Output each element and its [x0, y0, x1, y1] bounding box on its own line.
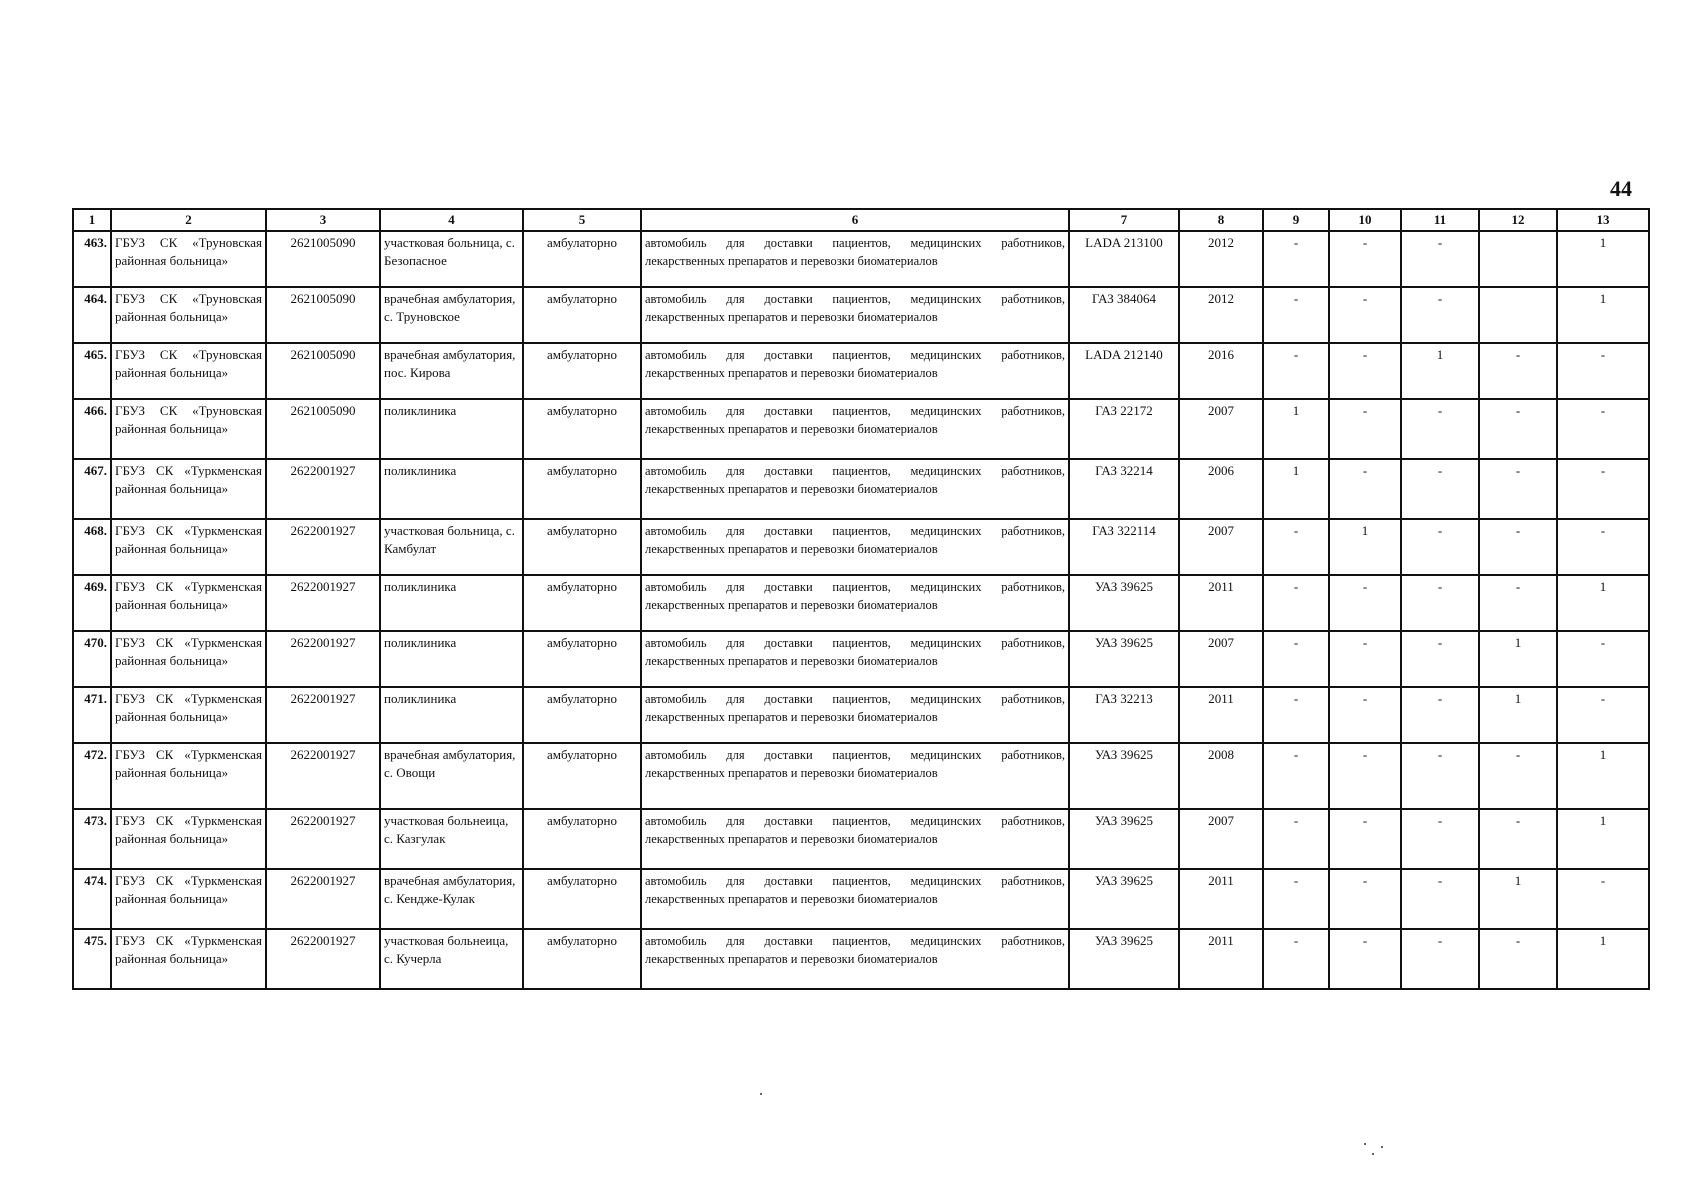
count-cell-11: - — [1401, 399, 1479, 459]
count-cell-11: - — [1401, 575, 1479, 631]
organization-cell: ГБУЗ СК «Туркменская районная больница» — [111, 459, 266, 519]
row-number: 465. — [73, 343, 111, 399]
care-mode-cell: амбулаторно — [523, 231, 641, 287]
count-cell-10: - — [1329, 687, 1401, 743]
count-cell-12: - — [1479, 929, 1557, 989]
organization-cell: ГБУЗ СК «Туркменская районная больница» — [111, 743, 266, 809]
count-cell-10: - — [1329, 459, 1401, 519]
vehicle-purpose-cell: автомобиль для доставки пациентов, медицинских работников, лекарственных препаратов и перевозки биоматериалов — [641, 575, 1069, 631]
row-number: 472. — [73, 743, 111, 809]
count-cell-9: 1 — [1263, 399, 1329, 459]
table-row — [73, 231, 1649, 287]
vehicle-model-cell: ГАЗ 32213 — [1069, 687, 1179, 743]
care-mode-cell: амбулаторно — [523, 743, 641, 809]
organization-cell: ГБУЗ СК «Труновская районная больница» — [111, 399, 266, 459]
care-mode-cell: амбулаторно — [523, 929, 641, 989]
inn-cell: 2621005090 — [266, 399, 380, 459]
row-number: 464. — [73, 287, 111, 343]
column-header: 7 — [1069, 209, 1179, 231]
facility-cell: участковая больнеица, с. Казгулак — [380, 809, 523, 869]
organization-cell: ГБУЗ СК «Туркменская районная больница» — [111, 631, 266, 687]
vehicle-purpose-cell: автомобиль для доставки пациентов, медицинских работников, лекарственных препаратов и перевозки биоматериалов — [641, 929, 1069, 989]
column-header: 10 — [1329, 209, 1401, 231]
table-row — [73, 631, 1649, 687]
inn-cell: 2622001927 — [266, 929, 380, 989]
facility-cell: поликлиника — [380, 631, 523, 687]
vehicle-model-cell: LADA 213100 — [1069, 231, 1179, 287]
inn-cell: 2622001927 — [266, 743, 380, 809]
organization-cell: ГБУЗ СК «Труновская районная больница» — [111, 231, 266, 287]
organization-cell: ГБУЗ СК «Туркменская районная больница» — [111, 929, 266, 989]
table-row — [73, 869, 1649, 929]
care-mode-cell: амбулаторно — [523, 343, 641, 399]
column-header: 12 — [1479, 209, 1557, 231]
inn-cell: 2622001927 — [266, 459, 380, 519]
vehicle-model-cell: УАЗ 39625 — [1069, 869, 1179, 929]
count-cell-9: - — [1263, 631, 1329, 687]
count-cell-9: - — [1263, 809, 1329, 869]
inn-cell: 2622001927 — [266, 519, 380, 575]
count-cell-12 — [1479, 231, 1557, 287]
vehicle-year-cell: 2006 — [1179, 459, 1263, 519]
page-number: 44 — [1610, 176, 1632, 201]
facility-cell: участковая больница, с. Камбулат — [380, 519, 523, 575]
count-cell-9: 1 — [1263, 459, 1329, 519]
count-cell-12: 1 — [1479, 687, 1557, 743]
count-cell-9: - — [1263, 869, 1329, 929]
facility-cell: врачебная амбулатория, с. Труновское — [380, 287, 523, 343]
count-cell-13: 1 — [1557, 809, 1649, 869]
vehicle-year-cell: 2008 — [1179, 743, 1263, 809]
count-cell-10: - — [1329, 869, 1401, 929]
vehicle-year-cell: 2012 — [1179, 287, 1263, 343]
row-number: 463. — [73, 231, 111, 287]
vehicle-purpose-cell: автомобиль для доставки пациентов, медицинских работников, лекарственных препаратов и перевозки биоматериалов — [641, 743, 1069, 809]
count-cell-12: 1 — [1479, 869, 1557, 929]
count-cell-12: - — [1479, 809, 1557, 869]
row-number: 471. — [73, 687, 111, 743]
vehicle-year-cell: 2011 — [1179, 575, 1263, 631]
vehicle-model-cell: ГАЗ 32214 — [1069, 459, 1179, 519]
column-header: 5 — [523, 209, 641, 231]
vehicle-purpose-cell: автомобиль для доставки пациентов, медицинских работников, лекарственных препаратов и перевозки биоматериалов — [641, 687, 1069, 743]
facility-cell: врачебная амбулатория, пос. Кирова — [380, 343, 523, 399]
facility-cell: участковая больница, с. Безопасное — [380, 231, 523, 287]
count-cell-13: - — [1557, 343, 1649, 399]
count-cell-12: 1 — [1479, 631, 1557, 687]
vehicle-model-cell: УАЗ 39625 — [1069, 929, 1179, 989]
table-row — [73, 459, 1649, 519]
count-cell-13: 1 — [1557, 287, 1649, 343]
table-row — [73, 519, 1649, 575]
vehicle-purpose-cell: автомобиль для доставки пациентов, медицинских работников, лекарственных препаратов и перевозки биоматериалов — [641, 287, 1069, 343]
row-number: 468. — [73, 519, 111, 575]
vehicle-year-cell: 2011 — [1179, 929, 1263, 989]
vehicle-model-cell: УАЗ 39625 — [1069, 743, 1179, 809]
count-cell-11: - — [1401, 231, 1479, 287]
column-header: 11 — [1401, 209, 1479, 231]
care-mode-cell: амбулаторно — [523, 287, 641, 343]
care-mode-cell: амбулаторно — [523, 687, 641, 743]
table-row — [73, 575, 1649, 631]
row-number: 473. — [73, 809, 111, 869]
facility-cell: врачебная амбулатория, с. Кендже-Кулак — [380, 869, 523, 929]
count-cell-13: - — [1557, 459, 1649, 519]
count-cell-13: 1 — [1557, 575, 1649, 631]
organization-cell: ГБУЗ СК «Туркменская районная больница» — [111, 869, 266, 929]
count-cell-13: - — [1557, 631, 1649, 687]
vehicle-year-cell: 2007 — [1179, 631, 1263, 687]
column-header: 8 — [1179, 209, 1263, 231]
vehicle-registry-table — [72, 208, 1650, 990]
vehicle-year-cell: 2011 — [1179, 687, 1263, 743]
table-row — [73, 743, 1649, 809]
count-cell-11: 1 — [1401, 343, 1479, 399]
row-number: 474. — [73, 869, 111, 929]
inn-cell: 2622001927 — [266, 575, 380, 631]
table-row — [73, 929, 1649, 989]
scan-speck — [1381, 1146, 1383, 1148]
column-header: 9 — [1263, 209, 1329, 231]
count-cell-11: - — [1401, 743, 1479, 809]
vehicle-model-cell: ГАЗ 22172 — [1069, 399, 1179, 459]
vehicle-purpose-cell: автомобиль для доставки пациентов, медицинских работников, лекарственных препаратов и перевозки биоматериалов — [641, 459, 1069, 519]
organization-cell: ГБУЗ СК «Туркменская районная больница» — [111, 519, 266, 575]
table-row — [73, 287, 1649, 343]
vehicle-model-cell: УАЗ 39625 — [1069, 575, 1179, 631]
inn-cell: 2622001927 — [266, 687, 380, 743]
vehicle-purpose-cell: автомобиль для доставки пациентов, медицинских работников, лекарственных препаратов и перевозки биоматериалов — [641, 869, 1069, 929]
count-cell-12: - — [1479, 519, 1557, 575]
column-header: 4 — [380, 209, 523, 231]
count-cell-12: - — [1479, 575, 1557, 631]
column-header: 2 — [111, 209, 266, 231]
table-body — [73, 231, 1649, 989]
vehicle-model-cell: УАЗ 39625 — [1069, 631, 1179, 687]
count-cell-9: - — [1263, 287, 1329, 343]
organization-cell: ГБУЗ СК «Туркменская районная больница» — [111, 687, 266, 743]
row-number: 466. — [73, 399, 111, 459]
count-cell-10: - — [1329, 287, 1401, 343]
care-mode-cell: амбулаторно — [523, 399, 641, 459]
inn-cell: 2621005090 — [266, 287, 380, 343]
count-cell-11: - — [1401, 869, 1479, 929]
column-header: 1 — [73, 209, 111, 231]
inn-cell: 2621005090 — [266, 343, 380, 399]
vehicle-model-cell: ГАЗ 384064 — [1069, 287, 1179, 343]
count-cell-9: - — [1263, 743, 1329, 809]
count-cell-10: - — [1329, 809, 1401, 869]
row-number: 469. — [73, 575, 111, 631]
vehicle-model-cell: LADA 212140 — [1069, 343, 1179, 399]
row-number: 467. — [73, 459, 111, 519]
count-cell-9: - — [1263, 687, 1329, 743]
count-cell-9: - — [1263, 929, 1329, 989]
care-mode-cell: амбулаторно — [523, 869, 641, 929]
count-cell-10: - — [1329, 631, 1401, 687]
organization-cell: ГБУЗ СК «Труновская районная больница» — [111, 343, 266, 399]
count-cell-13: - — [1557, 519, 1649, 575]
count-cell-13: 1 — [1557, 743, 1649, 809]
count-cell-10: - — [1329, 343, 1401, 399]
count-cell-9: - — [1263, 343, 1329, 399]
vehicle-purpose-cell: автомобиль для доставки пациентов, медицинских работников, лекарственных препаратов и перевозки биоматериалов — [641, 343, 1069, 399]
vehicle-year-cell: 2007 — [1179, 399, 1263, 459]
row-number: 470. — [73, 631, 111, 687]
count-cell-11: - — [1401, 687, 1479, 743]
count-cell-13: - — [1557, 399, 1649, 459]
vehicle-purpose-cell: автомобиль для доставки пациентов, медицинских работников, лекарственных препаратов и перевозки биоматериалов — [641, 519, 1069, 575]
facility-cell: участковая больнеица, с. Кучерла — [380, 929, 523, 989]
care-mode-cell: амбулаторно — [523, 575, 641, 631]
inn-cell: 2622001927 — [266, 631, 380, 687]
vehicle-purpose-cell: автомобиль для доставки пациентов, медицинских работников, лекарственных препаратов и перевозки биоматериалов — [641, 631, 1069, 687]
count-cell-13: 1 — [1557, 231, 1649, 287]
vehicle-purpose-cell: автомобиль для доставки пациентов, медицинских работников, лекарственных препаратов и перевозки биоматериалов — [641, 809, 1069, 869]
facility-cell: поликлиника — [380, 687, 523, 743]
column-header: 3 — [266, 209, 380, 231]
vehicle-year-cell: 2007 — [1179, 809, 1263, 869]
count-cell-9: - — [1263, 519, 1329, 575]
vehicle-year-cell: 2016 — [1179, 343, 1263, 399]
facility-cell: врачебная амбулатория, с. Овощи — [380, 743, 523, 809]
count-cell-12: - — [1479, 743, 1557, 809]
count-cell-11: - — [1401, 287, 1479, 343]
inn-cell: 2621005090 — [266, 231, 380, 287]
table-row — [73, 343, 1649, 399]
count-cell-12 — [1479, 287, 1557, 343]
count-cell-10: 1 — [1329, 519, 1401, 575]
vehicle-year-cell: 2007 — [1179, 519, 1263, 575]
row-number: 475. — [73, 929, 111, 989]
scan-speck — [760, 1093, 762, 1095]
count-cell-10: - — [1329, 575, 1401, 631]
count-cell-13: - — [1557, 869, 1649, 929]
vehicle-year-cell: 2011 — [1179, 869, 1263, 929]
care-mode-cell: амбулаторно — [523, 809, 641, 869]
count-cell-11: - — [1401, 809, 1479, 869]
table-row — [73, 687, 1649, 743]
count-cell-11: - — [1401, 459, 1479, 519]
count-cell-10: - — [1329, 743, 1401, 809]
count-cell-12: - — [1479, 343, 1557, 399]
column-number-header-row — [73, 209, 1649, 231]
organization-cell: ГБУЗ СК «Туркменская районная больница» — [111, 809, 266, 869]
vehicle-purpose-cell: автомобиль для доставки пациентов, медицинских работников, лекарственных препаратов и перевозки биоматериалов — [641, 399, 1069, 459]
count-cell-12: - — [1479, 459, 1557, 519]
vehicle-year-cell: 2012 — [1179, 231, 1263, 287]
column-header: 6 — [641, 209, 1069, 231]
vehicle-purpose-cell: автомобиль для доставки пациентов, медицинских работников, лекарственных препаратов и перевозки биоматериалов — [641, 231, 1069, 287]
count-cell-10: - — [1329, 399, 1401, 459]
count-cell-9: - — [1263, 575, 1329, 631]
count-cell-13: - — [1557, 687, 1649, 743]
scan-speck — [1364, 1143, 1366, 1145]
count-cell-9: - — [1263, 231, 1329, 287]
inn-cell: 2622001927 — [266, 869, 380, 929]
facility-cell: поликлиника — [380, 399, 523, 459]
care-mode-cell: амбулаторно — [523, 631, 641, 687]
organization-cell: ГБУЗ СК «Туркменская районная больница» — [111, 575, 266, 631]
count-cell-10: - — [1329, 231, 1401, 287]
organization-cell: ГБУЗ СК «Труновская районная больница» — [111, 287, 266, 343]
count-cell-11: - — [1401, 519, 1479, 575]
count-cell-13: 1 — [1557, 929, 1649, 989]
count-cell-11: - — [1401, 631, 1479, 687]
care-mode-cell: амбулаторно — [523, 459, 641, 519]
table-row — [73, 809, 1649, 869]
count-cell-11: - — [1401, 929, 1479, 989]
vehicle-model-cell: УАЗ 39625 — [1069, 809, 1179, 869]
inn-cell: 2622001927 — [266, 809, 380, 869]
facility-cell: поликлиника — [380, 459, 523, 519]
column-header: 13 — [1557, 209, 1649, 231]
table-row — [73, 399, 1649, 459]
count-cell-12: - — [1479, 399, 1557, 459]
scan-speck — [1372, 1153, 1374, 1155]
care-mode-cell: амбулаторно — [523, 519, 641, 575]
count-cell-10: - — [1329, 929, 1401, 989]
vehicle-model-cell: ГАЗ 322114 — [1069, 519, 1179, 575]
facility-cell: поликлиника — [380, 575, 523, 631]
